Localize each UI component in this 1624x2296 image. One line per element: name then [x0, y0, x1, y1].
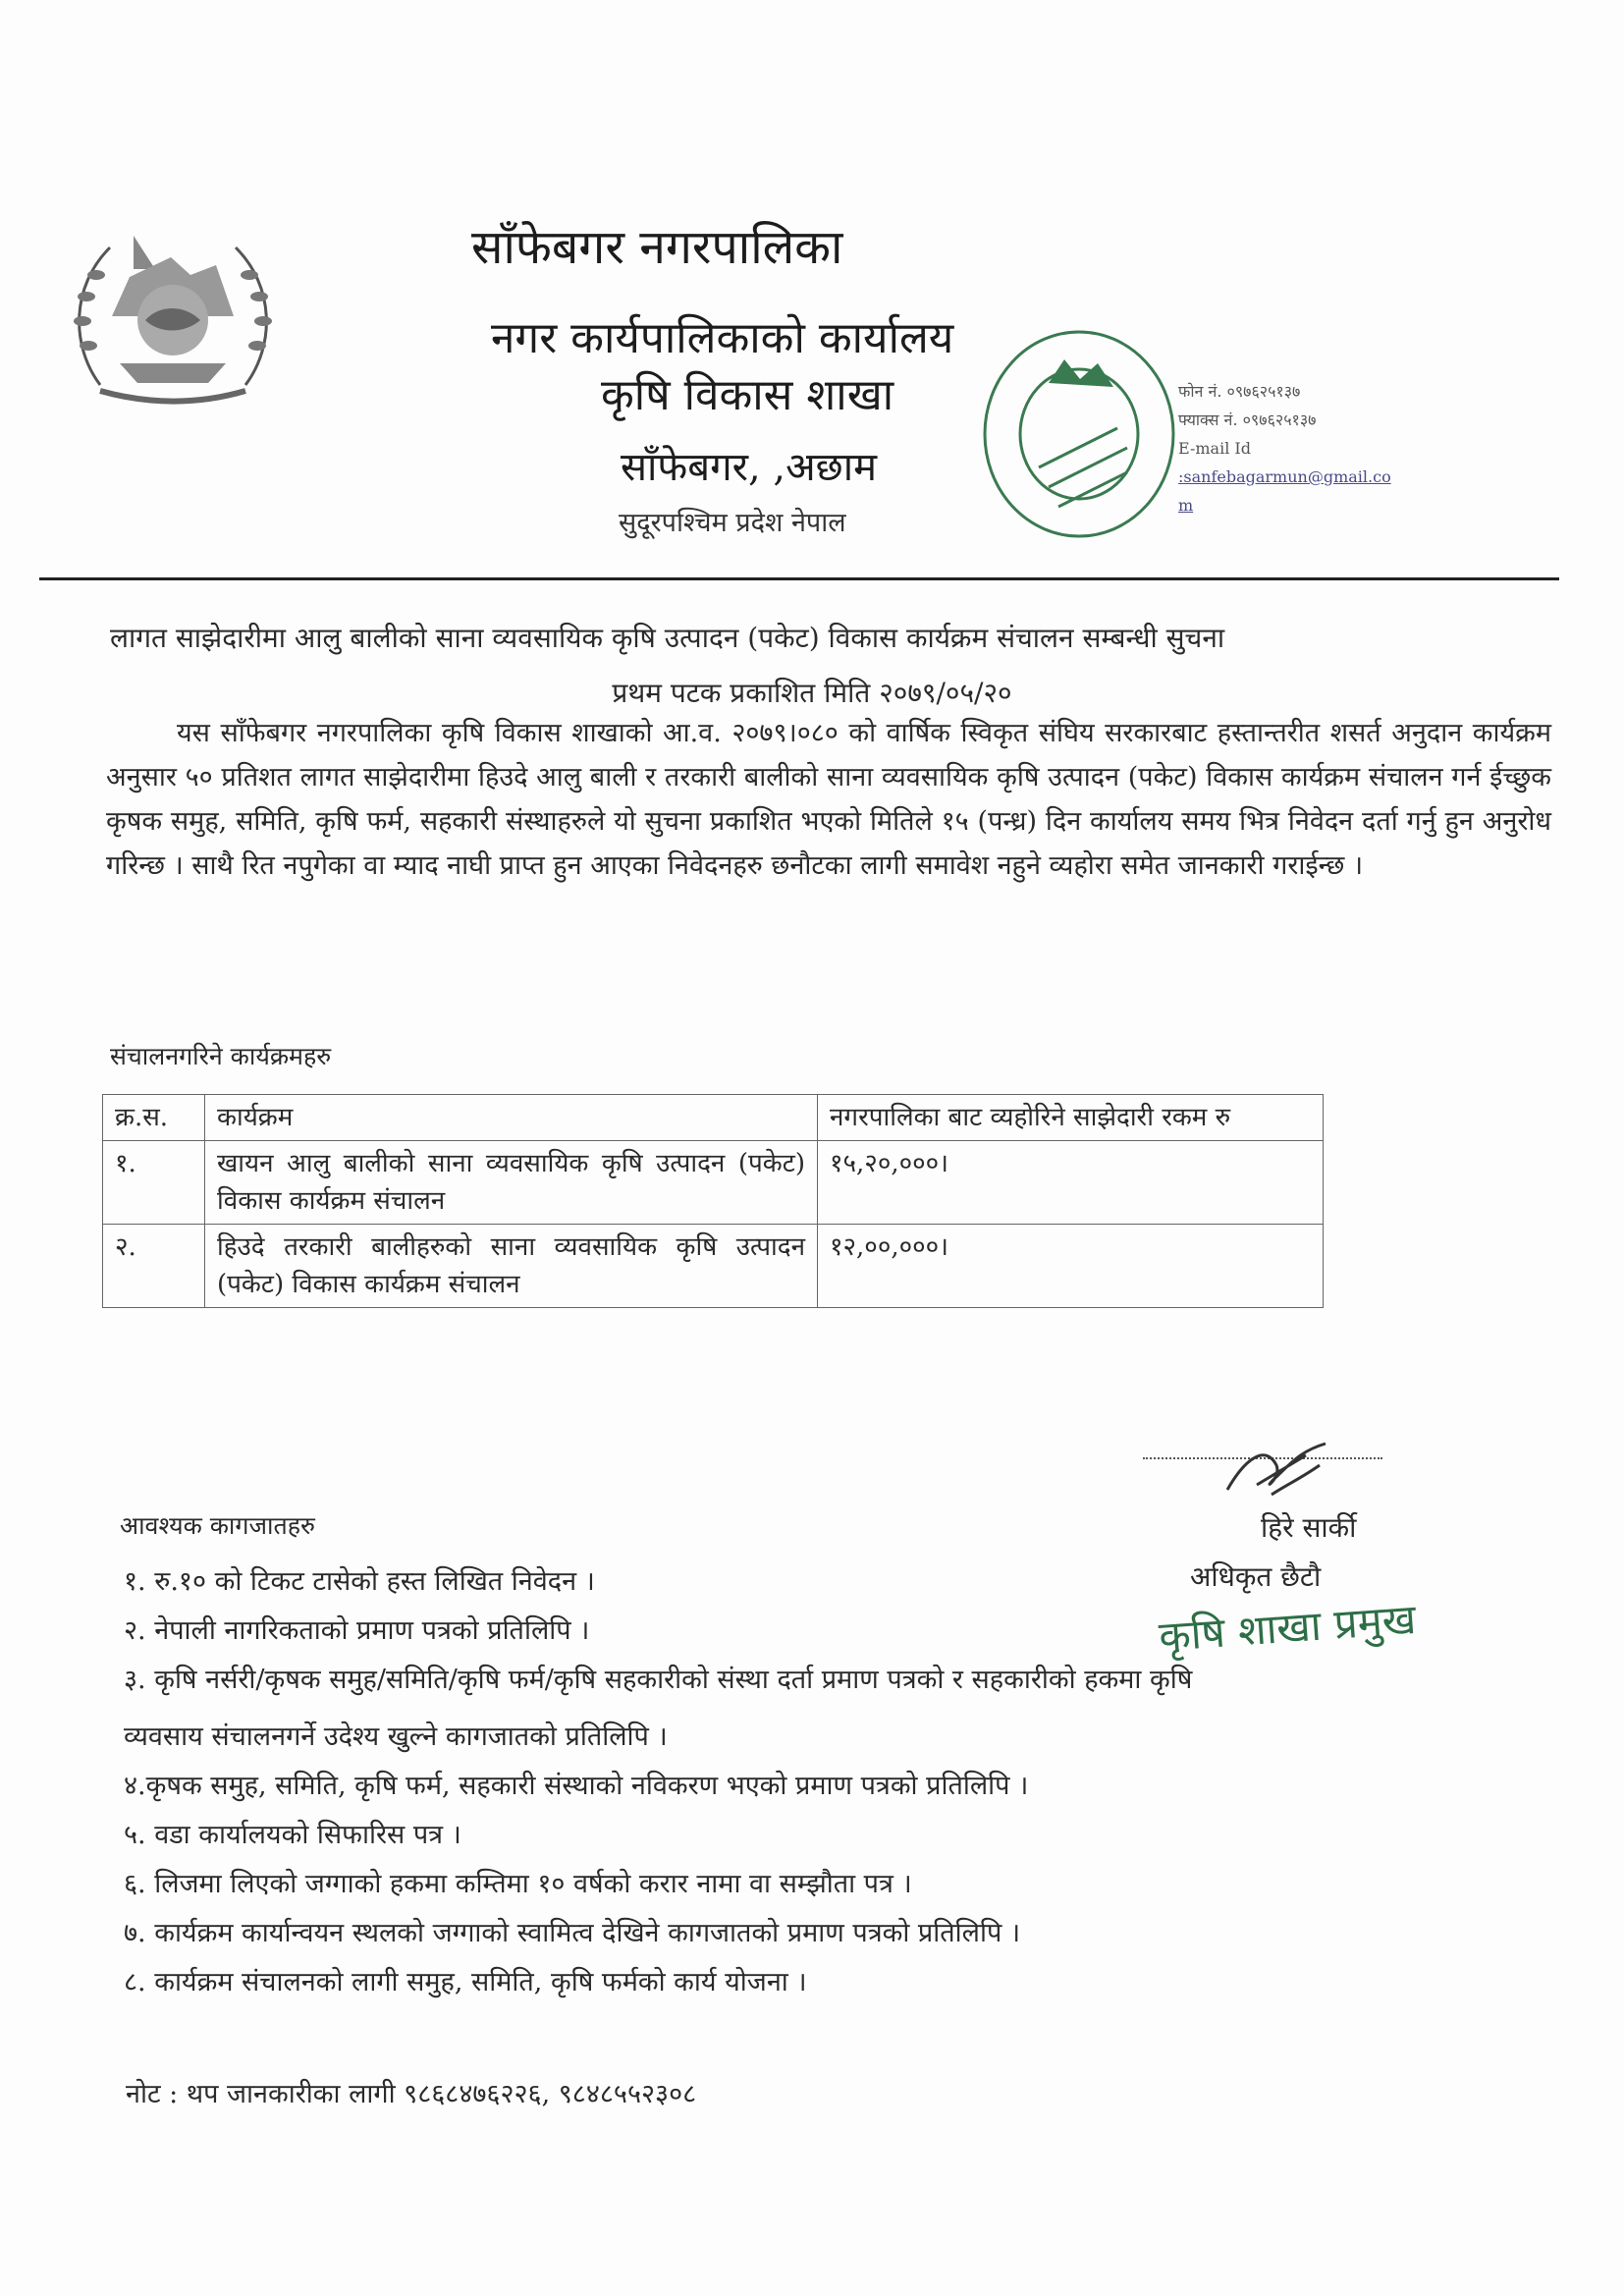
programs-table — [102, 1094, 1324, 1308]
program-name: खायन आलु बालीको साना व्यवसायिक कृषि उत्पादन (पकेट) विकास कार्यक्रम संचालन — [205, 1141, 818, 1225]
list-item: ७. कार्यक्रम कार्यान्वयन स्थलको जग्गाको स्वामित्व देखिने कागजातको प्रमाण पत्रको प्रतिलिपि । — [124, 1918, 1021, 1948]
phone-number: फोन नं. ०९७६२५१३७ — [1178, 382, 1301, 401]
documents-list — [124, 1558, 1557, 2007]
list-item: ३. कृषि नर्सरी/कृषक समुह/समिति/कृषि फर्म/कृषि सहकारीको संस्था दर्ता प्रमाण पत्रको र सहकारीको हकमा कृषि — [124, 1665, 1193, 1695]
table-header-row — [103, 1095, 1324, 1141]
email-address[interactable]: :sanfebagarmun@gmail.co — [1178, 467, 1391, 486]
list-item: व्यवसाय संचालनगर्ने उदेश्य खुल्ने कागजातको प्रतिलिपि । — [124, 1722, 668, 1752]
signatory-role: अधिकृत छैटौ — [1190, 1560, 1322, 1593]
office-name: नगर कार्यपालिकाको कार्यालय — [491, 313, 954, 363]
office-seal-icon — [970, 320, 1188, 548]
header-divider — [39, 577, 1559, 580]
province-name: सुदूरपश्चिम प्रदेश नेपाल — [619, 508, 846, 538]
column-header: कार्यक्रम — [205, 1095, 818, 1141]
serial-number: १. — [103, 1141, 205, 1225]
documents-heading: आवश्यक कागजातहरु — [120, 1511, 315, 1540]
office-place: साँफेबगर, ,अछाम — [621, 445, 877, 490]
municipality-name: साँफेबगर नगरपालिका — [471, 220, 843, 275]
list-item: ६. लिजमा लिएको जग्गाको हकमा कम्तिमा १० वर्षको करार नामा वा सम्झौता पत्र । — [124, 1869, 912, 1899]
program-amount: १२,००,०००। — [818, 1225, 1324, 1308]
column-header: नगरपालिका बाट व्यहोरिने साझेदारी रकम रु — [818, 1095, 1324, 1141]
contact-note: नोट : थप जानकारीका लागी ९८६८४७६२२६, ९८४८५५२३०८ — [126, 2079, 697, 2109]
list-item: २. नेपाली नागरिकताको प्रमाण पत्रको प्रतिलिपि । — [124, 1615, 590, 1646]
email-address-end[interactable]: m — [1178, 496, 1194, 515]
column-header: क्र.स. — [103, 1095, 205, 1141]
programs-heading: संचालनगरिने कार्यक्रमहरु — [110, 1042, 332, 1070]
signature-icon — [1218, 1436, 1335, 1504]
list-item: १. रु.१० को टिकट टासेको हस्त लिखित निवेदन । — [124, 1566, 595, 1597]
publication-date: प्रथम पटक प्रकाशित मिति २०७९/०५/२० — [612, 677, 1012, 709]
branch-name: कृषि विकास शाखा — [601, 370, 894, 420]
program-amount: १५,२०,०००। — [818, 1141, 1324, 1225]
list-item: ८. कार्यक्रम संचालनको लागी समुह, समिति, कृषि फर्मको कार्य योजना । — [124, 1967, 807, 1997]
serial-number: २. — [103, 1225, 205, 1308]
signatory-name: हिरे सार्की — [1261, 1511, 1357, 1544]
notice-body: यस साँफेबगर नगरपालिका कृषि विकास शाखाको आ.व. २०७९।०८० को वार्षिक स्विकृत संघिय सरकारबाट हस्तान्तरीत शसर्त अनुदान कार्यक्रम अनुसार ५० प्रतिशत लागत साझेदारीमा हिउदे आलु बाली र तरकारी बालीको साना व्यवसायिक कृषि उत्पादन (पकेट) विकास कार्यक्रम संचालन गर्न ईच्छुक कृषक समुह, समिति, कृषि फर्म, सहकारी संस्थाहरुले यो सुचना प्रकाशित भएको मितिले १५ (पन्ध्र) दिन कार्यालय समय भित्र निवेदन दर्ता गर्नु हुन अनुरोध गरिन्छ । साथै रित नपुगेका वा म्याद नाघी प्राप्त हुन आएका निवेदनहरु छनौटका लागी समावेश नहुने व्यहोरा समेत जानकारी गराईन्छ । — [106, 718, 1551, 881]
contact-block — [1178, 377, 1391, 519]
program-name: हिउदे तरकारी बालीहरुको साना व्यवसायिक कृषि उत्पादन (पकेट) विकास कार्यक्रम संचालन — [205, 1225, 818, 1308]
table-row — [103, 1225, 1324, 1308]
email-label: E-mail Id — [1178, 439, 1251, 458]
notice-title: लागत साझेदारीमा आलु बालीको साना व्यवसायिक कृषि उत्पादन (पकेट) विकास कार्यक्रम संचालन सम्बन्धी सुचना — [110, 622, 1225, 654]
list-item: ५. वडा कार्यालयको सिफारिस पत्र । — [124, 1820, 461, 1850]
table-row — [103, 1141, 1324, 1225]
list-item: ४.कृषक समुह, समिति, कृषि फर्म, सहकारी संस्थाको नविकरण भएको प्रमाण पत्रको प्रतिलिपि । — [124, 1771, 1029, 1801]
nepal-emblem-icon — [61, 218, 285, 412]
fax-number: फ्याक्स नं. ०९७६२५१३७ — [1178, 410, 1317, 429]
branch-head-stamp: कृषि शाखा प्रमुख — [1157, 1594, 1418, 1662]
